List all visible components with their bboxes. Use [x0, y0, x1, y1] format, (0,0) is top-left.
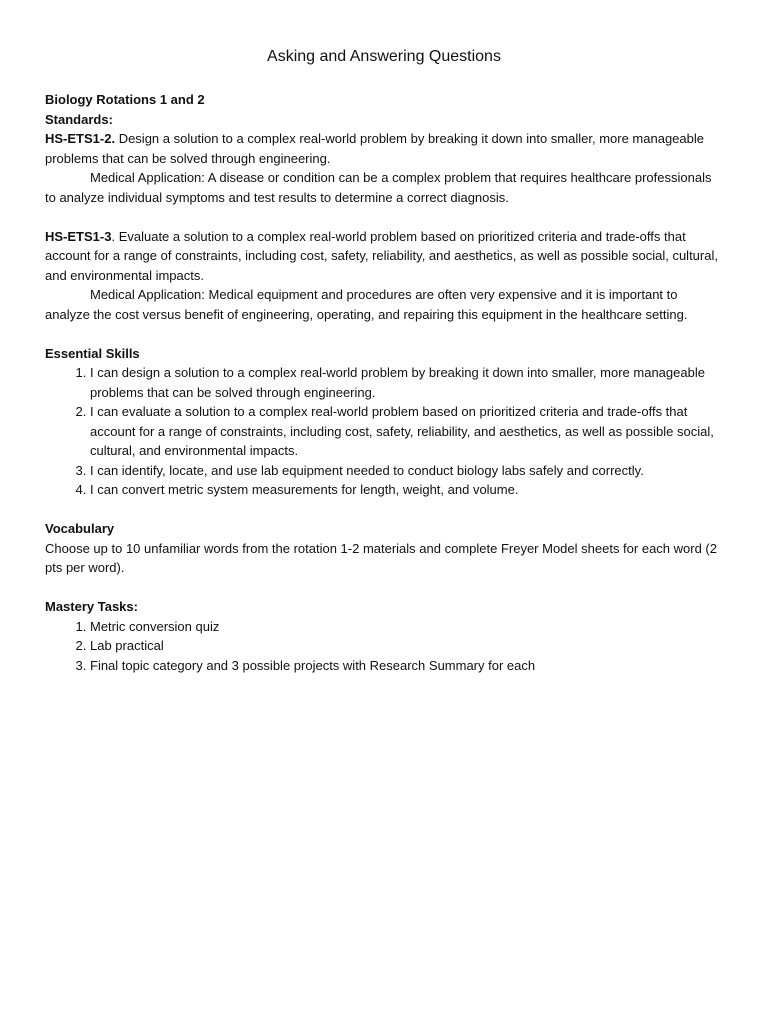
- standard-1-application: Medical Application: A disease or condition can be a complex problem that requires healthcare professionals to analyze individual symptoms and test results to determine a correct diagnosis.: [45, 170, 712, 205]
- standard-2-text: . Evaluate a solution to a complex real-world problem based on prioritized criteria and trade-offs that account for a range of constraints, including cost, safety, reliability, and aesthetics, as well as possible social, cultural, and environmental impacts.: [45, 228, 718, 283]
- skills-list: [45, 363, 720, 500]
- standard-2-code: HS-ETS1-3: [45, 228, 112, 244]
- list-item: 3. I can identify, locate, and use lab equipment needed to conduct biology labs safely and correctly.: [90, 461, 720, 481]
- list-item: 1. I can design a solution to a complex real-world problem by breaking it down into smaller, more manageable problems that can be solved through engineering.: [90, 363, 720, 402]
- list-item: 2. Lab practical: [90, 636, 720, 656]
- vocabulary-text: Choose up to 10 unfamiliar words from the rotation 1-2 materials and complete Freyer Model sheets for each word (2 pts per word).: [45, 540, 717, 575]
- mastery-list: [45, 617, 720, 676]
- vocabulary-heading: Vocabulary: [45, 521, 115, 536]
- list-item: 3. Final topic category and 3 possible projects with Research Summary for each: [90, 656, 720, 676]
- standard-1: [45, 129, 720, 168]
- list-item: 2. I can evaluate a solution to a complex real-world problem based on prioritized criteria and trade-offs that account for a range of constraints, including cost, safety, reliability, and aesthetics, as well as possible social, cultural, and environmental impacts.: [90, 402, 720, 461]
- list-item: 4. I can convert metric system measurements for length, weight, and volume.: [90, 480, 720, 500]
- skills-heading: Essential Skills: [45, 345, 140, 361]
- standards-heading: Standards:: [45, 111, 113, 127]
- standard-2-application: Medical Application: Medical equipment and procedures are often very expensive and it is important to analyze the cost versus benefit of engineering, operating, and repairing this equipment in the healthcare setting.: [45, 287, 688, 322]
- standard-2: [45, 227, 720, 286]
- document-title: Asking and Answering Questions: [267, 48, 501, 65]
- standard-1-text: Design a solution to a complex real-world problem by breaking it down into smaller, more manageable problems that can be solved through engineering.: [45, 131, 704, 166]
- mastery-heading: Mastery Tasks:: [45, 599, 138, 614]
- course-name: Biology Rotations 1 and 2: [45, 92, 205, 107]
- standard-1-code: HS-ETS1-2.: [45, 131, 116, 146]
- document-body: [45, 90, 720, 675]
- list-item: 1. Metric conversion quiz: [90, 617, 720, 637]
